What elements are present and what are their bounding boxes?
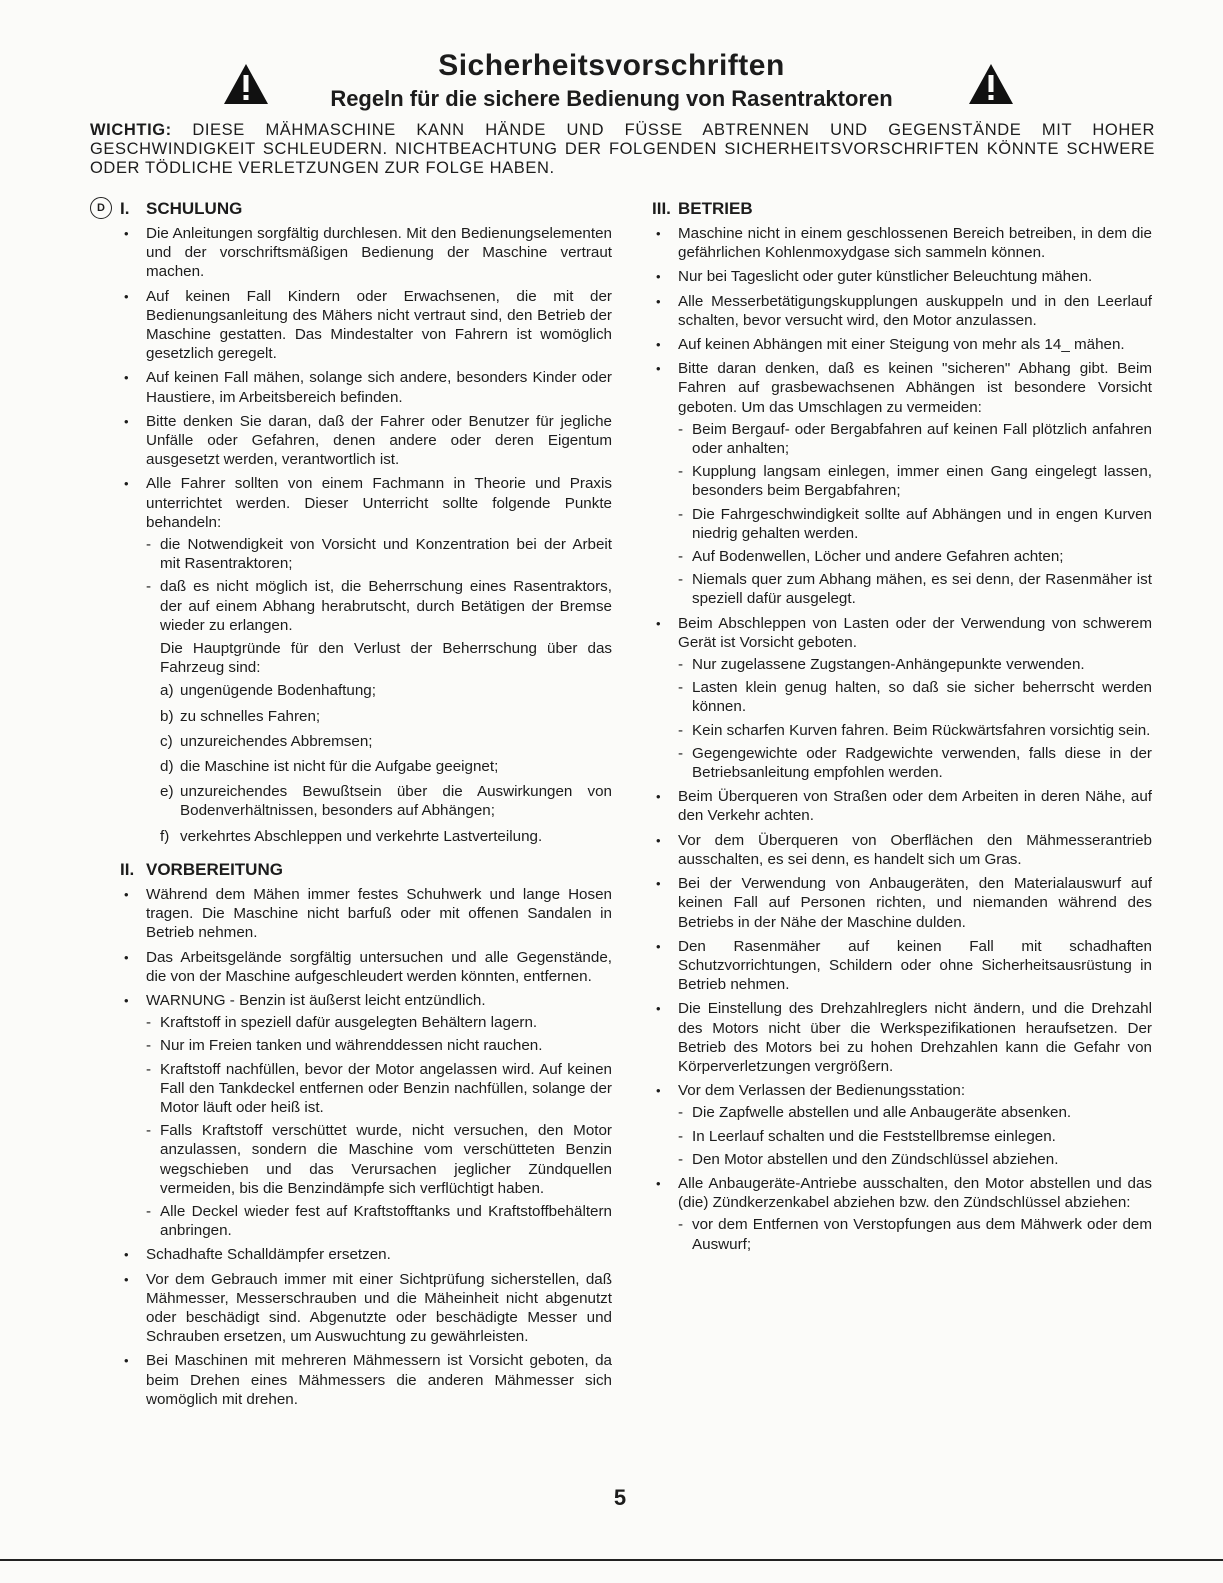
- list-item: - In Leerlauf schalten und die Feststellbremse einlegen.: [678, 1127, 1152, 1146]
- list-item: - Kein scharfen Kurven fahren. Beim Rückwärtsfahren vorsichtig sein.: [678, 721, 1152, 740]
- list-item: - Auf Bodenwellen, Löcher und andere Gefahren achten;: [678, 547, 1152, 566]
- list-item: - Niemals quer zum Abhang mähen, es sei denn, der Rasenmäher ist speziell dafür ausgelegt.: [678, 570, 1152, 608]
- list-item-text: Vor dem Verlassen der Bedienungsstation:: [678, 1082, 966, 1100]
- list-item-text: Bitte daran denken, daß es keinen "sicheren" Abhang gibt. Beim Fahren auf grasbewachsenen Abhängen ist besondere Vorsicht geboten. Um das Umschlagen zu vermeiden:: [678, 360, 1152, 416]
- list-item: - Kraftstoff nachfüllen, bevor der Motor angelassen wird. Auf keinen Fall den Tankdeckel entfernen oder Benzin nachfüllen, solange der Motor läuft oder heiß ist.: [146, 1060, 612, 1118]
- section-heading-betrieb: [652, 199, 1152, 219]
- list-item-text: unzureichendes Bewußtsein über die Auswirkungen von Bodenverhältnissen, besonders auf Abhängen;: [180, 783, 612, 820]
- bottom-divider: [0, 1559, 1223, 1561]
- list-item: - Lasten klein genug halten, so daß sie sicher beherrscht werden können.: [678, 678, 1152, 716]
- page-header: [0, 48, 1223, 114]
- list-marker: b): [160, 707, 174, 725]
- list-item: [652, 614, 1152, 783]
- list-item: • Bei Maschinen mit mehreren Mähmessern ist Vorsicht geboten, da beim Drehen eines Mähmessers die anderen Mähmesser sich womöglich mit drehen.: [120, 1351, 612, 1409]
- right-column: [652, 199, 1152, 1259]
- list-item: - Beim Bergauf- oder Bergabfahren auf keinen Fall plötzlich anfahren oder anhalten;: [678, 420, 1152, 458]
- page-subtitle: Regeln für die sichere Bedienung von Rasentraktoren: [330, 86, 893, 111]
- fuel-safety-list: [146, 1013, 612, 1240]
- vorbereitung-list: [120, 885, 612, 1409]
- list-item: - Die Fahrgeschwindigkeit sollte auf Abhängen und in engen Kurven niedrig gehalten werden.: [678, 505, 1152, 543]
- list-item: • Auf keinen Abhängen mit einer Steigung von mehr als 14_ mähen.: [652, 335, 1152, 354]
- list-item: [120, 474, 612, 845]
- list-item: • Den Rasenmäher auf keinen Fall mit schadhaften Schutzvorrichtungen, Schildern oder ohne Sicherheitsausrüstung in Betrieb nehmen.: [652, 937, 1152, 995]
- training-topics: [146, 535, 612, 635]
- list-item: • Beim Überqueren von Straßen oder dem Arbeiten in deren Nähe, auf den Verkehr achten.: [652, 787, 1152, 825]
- list-item: - Gegengewichte oder Radgewichte verwenden, falls diese in der Betriebsanleitung empfohlen werden.: [678, 744, 1152, 782]
- shutdown-list: [678, 1215, 1152, 1253]
- section-number: III.: [652, 199, 671, 218]
- section-number: II.: [120, 859, 135, 879]
- list-item: • Das Arbeitsgelände sorgfältig untersuchen und alle Gegenstände, die von der Maschine aufgeschleudert werden könnten, entfernen.: [120, 948, 612, 986]
- list-item-text: die Maschine ist nicht für die Aufgabe geeignet;: [180, 758, 499, 776]
- list-item: - vor dem Entfernen von Verstopfungen aus dem Mähwerk oder dem Auswurf;: [678, 1215, 1152, 1253]
- list-item: • Die Einstellung des Drehzahlreglers nicht ändern, und die Drehzahl des Motors nicht über die Werkspezifikationen heraufsetzen. Der Betrieb des Motors bei zu hohen Drehzahlen kann die Gefahr von Körperverletzungen vergrößern.: [652, 999, 1152, 1076]
- section-title: SCHULUNG: [146, 199, 243, 218]
- list-item: [160, 827, 612, 846]
- reasons-list: [160, 681, 612, 845]
- section-heading-schulung: [120, 199, 612, 219]
- slope-safety-list: [678, 420, 1152, 609]
- page-title: Sicherheitsvorschriften: [438, 49, 785, 82]
- list-item: [160, 681, 612, 700]
- list-item: [652, 359, 1152, 608]
- list-item-text: ungenügende Bodenhaftung;: [180, 682, 376, 700]
- list-item: - die Notwendigkeit von Vorsicht und Konzentration bei der Arbeit mit Rasentraktoren;: [146, 535, 612, 573]
- list-item: • Bitte denken Sie daran, daß der Fahrer oder Benutzer für jegliche Unfälle oder Gefahren, denen andere oder deren Eigentum ausgesetzt werden, verantwortlich ist.: [120, 412, 612, 470]
- list-item: - Nur im Freien tanken und währenddessen nicht rauchen.: [146, 1036, 612, 1055]
- section-heading-vorbereitung: [120, 860, 612, 880]
- list-marker: a): [160, 682, 174, 700]
- list-item: [652, 1081, 1152, 1169]
- list-item: • Alle Messerbetätigungskupplungen auskuppeln und in den Leerlauf schalten, bevor versucht wird, den Motor anzulassen.: [652, 292, 1152, 330]
- list-item-text: Alle Anbaugeräte-Antriebe ausschalten, den Motor abstellen und das (die) Zündkerzenkabel abziehen bzw. den Zündschlüssel abziehen:: [678, 1174, 1152, 1212]
- list-item: - Die Zapfwelle abstellen und alle Anbaugeräte absenken.: [678, 1103, 1152, 1122]
- list-item: - Nur zugelassene Zugstangen-Anhängepunkte verwenden.: [678, 655, 1152, 674]
- important-text: DIESE MÄHMASCHINE KANN HÄNDE UND FÜSSE ABTRENNEN UND GEGENSTÄNDE MIT HOHER GESCHWINDIGKEIT SCHLEUDERN. NICHTBEACHTUNG DER FOLGENDEN SICHERHEITSVORSCHRIFTEN KÖNNTE SCHWERE ODER TÖDLICHE VERLETZUNGEN ZUR FOLGE HABEN.: [90, 121, 1155, 177]
- list-marker: e): [160, 783, 174, 801]
- section-number: I.: [120, 199, 130, 218]
- list-item: - Alle Deckel wieder fest auf Kraftstofftanks und Kraftstoffbehältern anbringen.: [146, 1202, 612, 1240]
- list-item: • Nur bei Tageslicht oder guter künstlicher Beleuchtung mähen.: [652, 267, 1152, 286]
- list-item: [652, 1174, 1152, 1254]
- reasons-intro: Die Hauptgründe für den Verlust der Beherrschung über das Fahrzeug sind:: [160, 640, 612, 677]
- list-marker: f): [160, 827, 170, 845]
- list-item: - daß es nicht möglich ist, die Beherrschung eines Rasentraktors, der auf einem Abhang herabrutscht, durch Betätigen der Bremse wieder zu erlangen.: [146, 577, 612, 635]
- section-title: BETRIEB: [678, 199, 753, 218]
- towing-list: [678, 655, 1152, 782]
- list-item: • Während dem Mähen immer festes Schuhwerk und lange Hosen tragen. Die Maschine nicht barfuß oder mit offenen Sandalen in Betrieb nehmen.: [120, 885, 612, 943]
- list-item-text: unzureichendes Abbremsen;: [180, 732, 373, 750]
- list-item: - Den Motor abstellen und den Zündschlüssel abziehen.: [678, 1150, 1152, 1169]
- left-column: [120, 199, 612, 1414]
- list-marker: d): [160, 758, 174, 776]
- list-item: • Schadhafte Schalldämpfer ersetzen.: [120, 1245, 612, 1264]
- list-item-text: WARNUNG - Benzin ist äußerst leicht entzündlich.: [146, 991, 486, 1009]
- country-badge: D: [90, 197, 112, 219]
- list-item: • Vor dem Überqueren von Oberflächen den Mähmesserantrieb ausschalten, es sei denn, es handelt sich um Gras.: [652, 831, 1152, 869]
- list-item-text: verkehrtes Abschleppen und verkehrte Lastverteilung.: [180, 827, 543, 845]
- page-number: 5: [613, 1485, 627, 1510]
- list-item: [160, 782, 612, 820]
- list-item: • Maschine nicht in einem geschlossenen Bereich betreiben, in dem die gefährlichen Kohlenmoxydgase sich sammeln können.: [652, 224, 1152, 262]
- betrieb-list: [652, 224, 1152, 1254]
- important-label: WICHTIG:: [90, 121, 172, 139]
- list-item: [160, 757, 612, 776]
- list-item: - Kupplung langsam einlegen, immer einen Gang eingelegt lassen, besonders beim Bergabfahren;: [678, 462, 1152, 500]
- list-item: - Falls Kraftstoff verschüttet wurde, nicht versuchen, den Motor anzulassen, sondern die Maschine vom verschütteten Benzin wegschieben und das Verursachen jeglicher Zündquellen vermeiden, bis die Benzindämpfe sich verflüchtigt haben.: [146, 1121, 612, 1198]
- list-item-text: zu schnelles Fahren;: [180, 707, 321, 725]
- list-item-text: Beim Abschleppen von Lasten oder der Verwendung von schwerem Gerät ist Vorsicht geboten.: [678, 614, 1152, 651]
- schulung-list: [120, 224, 612, 846]
- list-item: • Vor dem Gebrauch immer mit einer Sichtprüfung sicherstellen, daß Mähmesser, Messerschrauben und die Mäheinheit nicht abgenutzt oder beschädigt sind. Abgenutzte oder beschädigte Messer und Schrauben ersetzen, um Auswuchtung zu gewährleisten.: [120, 1270, 612, 1347]
- list-item: • Bei der Verwendung von Anbaugeräten, den Materialauswurf auf keinen Fall auf Personen richten, und niemanden während des Betriebs in der Nähe der Maschine dulden.: [652, 874, 1152, 932]
- list-item: - Kraftstoff in speziell dafür ausgelegten Behältern lagern.: [146, 1013, 612, 1032]
- important-notice: [90, 121, 1155, 178]
- list-item: [160, 707, 612, 726]
- list-marker: c): [160, 732, 173, 750]
- list-item: [120, 991, 612, 1240]
- list-item: • Auf keinen Fall mähen, solange sich andere, besonders Kinder oder Haustiere, im Arbeitsbereich befinden.: [120, 368, 612, 406]
- list-item: [160, 732, 612, 751]
- leaving-station-list: [678, 1103, 1152, 1169]
- list-item-text: Alle Fahrer sollten von einem Fachmann in Theorie und Praxis unterrichtet werden. Dieser Unterricht sollte folgende Punkte behandeln:: [146, 475, 612, 531]
- section-title: VORBEREITUNG: [146, 859, 283, 879]
- list-item: • Auf keinen Fall Kindern oder Erwachsenen, die mit der Bedienungsanleitung des Mähers nicht vertraut sind, den Betrieb der Maschine gestatten. Das Mindestalter von Fahrern ist womöglich gesetzlich geregelt.: [120, 287, 612, 364]
- list-item: • Die Anleitungen sorgfältig durchlesen. Mit den Bedienungselementen und der vorschriftsmäßigen Bedienung der Maschine vertraut machen.: [120, 224, 612, 282]
